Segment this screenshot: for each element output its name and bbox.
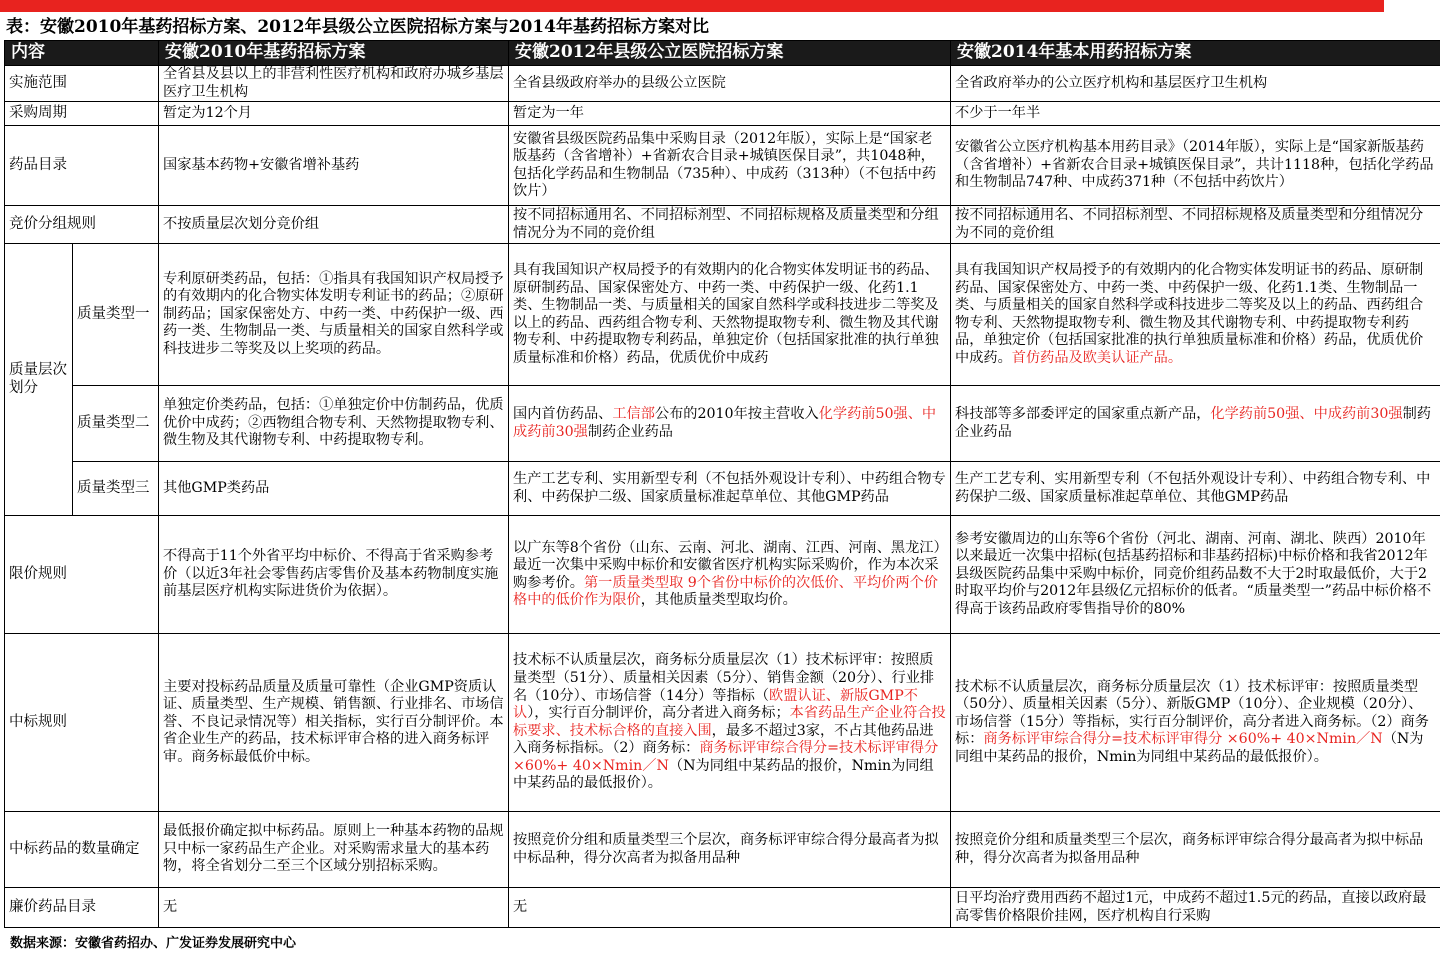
table-row (5, 634, 1440, 812)
table-cell: 按照竞价分组和质量类型三个层次，商务标评审综合得分最高者为拟中标品种，得分次高者为拟备用品种 (951, 812, 1440, 888)
row-label: 中标药品的数量确定 (5, 812, 159, 888)
sub-label-type1: 质量类型一 (73, 244, 159, 386)
table-cell: 全省政府举办的公立医疗机构和基层医疗卫生机构 (951, 66, 1440, 102)
table-cell (951, 634, 1440, 812)
table-cell: 生产工艺专利、实用新型专利（不包括外观设计专利）、中药组合物专利、中药保护二级、国家质量标准起草单位、其他GMP药品 (951, 462, 1440, 516)
highlight-text: 本省药品生产企业符合投标要求、技术标合格的直接入围 (513, 705, 946, 739)
table-row (5, 126, 1440, 206)
top-accent-bar (0, 0, 1384, 12)
table-cell (509, 634, 951, 812)
table-cell: 日平均治疗费用西药不超过1元，中成药不超过1.5元的药品，直接以政府最高零售价格限价挂网，医疗机构自行采购 (951, 888, 1440, 928)
table-cell: 全省县及县以上的非营利性医疗机构和政府办城乡基层医疗卫生机构 (159, 66, 509, 102)
header-2012: 安徽2012年县级公立医院招标方案 (509, 41, 951, 66)
highlight-text: 第一质量类型取 9个省份中标价的次低价、平均价两个价格中的低价作为限价 (513, 574, 938, 609)
comparison-table (4, 40, 1440, 928)
table-row (5, 66, 1440, 102)
table-cell: 无 (509, 888, 951, 928)
cell-text: 具有我国知识产权局授予的有效期内的化合物实体发明证书的药品、原研制药品、国家保密处方、中药一类、中药保护一级、化药1.1类、生物制品一类、与质量相关的国家自然科学或科技进步二等奖及以上的药品、西药组合物专利、天然物提取物专利、微生物及其代谢物专利、中药提取物专利药品，单独定价（包括国家批准的执行单独质量标准和价格）药品，优质优价中成药。 (955, 261, 1424, 366)
table-cell: 具有我国知识产权局授予的有效期内的化合物实体发明证书的药品、原研制药品、国家保密处方、中药一类、中药保护一级、化药1.1类、生物制品一类、与质量相关的国家自然科学或科技进步二等奖及以上的药品、西药组合物专利、天然物提取物专利、微生物及其代谢物专利、中药提取物专利药品，单独定价（包括国家批准的执行单独质量标准和价格）药品，优质优价中成药 (509, 244, 951, 386)
table-cell: 暂定为12个月 (159, 102, 509, 126)
table-cell: 全省县级政府举办的县级公立医院 (509, 66, 951, 102)
table-cell (509, 516, 951, 634)
cell-text: 公布的2010年按主营收入 (654, 406, 819, 423)
table-cell: 国家基本药物+安徽省增补基药 (159, 126, 509, 206)
table-row (5, 516, 1440, 634)
table-header-row (5, 41, 1440, 66)
table-cell: 按不同招标通用名、不同招标剂型、不同招标规格及质量类型和分组情况分为不同的竞价组 (509, 206, 951, 244)
table-cell: 按照竞价分组和质量类型三个层次，商务标评审综合得分最高者为拟中标品种，得分次高者为拟备用品种 (509, 812, 951, 888)
header-content: 内容 (5, 41, 159, 66)
row-label: 药品目录 (5, 126, 159, 206)
table-row (5, 386, 1440, 462)
table-cell: 专利原研类药品，包括：①指具有我国知识产权局授予的有效期内的化合物实体发明专利证书的药品；②原研制药品；国家保密处方、中药一类、中药保护一级、西药一类、生物制品一类、与质量相关的国家自然科学或科技进步二等奖及以上奖项的药品。 (159, 244, 509, 386)
table-cell: 按不同招标通用名、不同招标剂型、不同招标规格及质量类型和分组情况分为不同的竞价组 (951, 206, 1440, 244)
table-cell: 无 (159, 888, 509, 928)
row-label: 限价规则 (5, 516, 159, 634)
table-cell: 其他GMP类药品 (159, 462, 509, 516)
cell-text: 制药企业药品 (587, 423, 673, 440)
table-cell: 不得高于11个外省平均中标价、不得高于省采购参考价（以近3年社会零售药店零售价及基本药物制度实施前基层医疗机构实际进货价为依据）。 (159, 516, 509, 634)
page-title: 表：安徽2010年基药招标方案、2012年县级公立医院招标方案与2014年基药招标方案对比 (6, 17, 709, 37)
row-label: 采购周期 (5, 102, 159, 126)
table-cell: 安徽省县级医院药品集中采购目录（2012年版），实际上是“国家老版基药（含省增补）+省新农合目录+城镇医保目录”，共1048种，包括化学药品和生物制品（735种）、中成药（313种）（不包括中药饮片） (509, 126, 951, 206)
cell-text: （N为同组中某药品的报价，Nmin为同组中某药品的最低报价）。 (955, 731, 1424, 766)
table-row (5, 462, 1440, 516)
row-label: 中标规则 (5, 634, 159, 812)
table-cell: 暂定为一年 (509, 102, 951, 126)
table-row (5, 102, 1440, 126)
header-2014: 安徽2014年基本用药招标方案 (951, 41, 1440, 66)
cell-text: 技术标不认质量层次，商务标分质量层次（1）技术标评审：按照质量类型（50分）、质量相关因素（5分）、新版GMP（10分）、企业规模（20分）、市场信誉（15分）等指标，实行百分制评价，高分者进入商务标。（2）商务标： (955, 678, 1429, 748)
cell-text: 科技部等多部委评定的国家重点新产品， (955, 406, 1211, 423)
table-cell (951, 386, 1440, 462)
row-label-quality: 质量层次划分 (5, 244, 73, 516)
table-cell: 主要对投标药品质量及质量可靠性（企业GMP资质认证、质量类型、生产规模、销售额、行业排名、市场信誉、不良记录情况等）相关指标，实行百分制评价。本省企业生产的药品，技术标评审合格的进入商务标评审。商务标最低价中标。 (159, 634, 509, 812)
cell-text: ，其他质量类型取均价。 (640, 592, 797, 609)
table-cell (509, 386, 951, 462)
table-cell: 安徽省公立医疗机构基本用药目录》（2014年版），实际上是“国家新版基药（含省增补）+省新农合目录+城镇医保目录”，共计1118种，包括化学药品和生物制品747种、中成药371种（不包括中药饮片） (951, 126, 1440, 206)
cell-text: ，最多不超过3家，不占其他药品进入商务标指标。（2）商务标： (513, 722, 934, 757)
cell-text: 制药企业药品 (955, 406, 1431, 440)
highlight-text: 商务标评审综合得分=技术标评审得分 ×60%+ 40×Nmin／N (983, 731, 1383, 748)
row-label: 实施范围 (5, 66, 159, 102)
highlight-text: 欧盟认证、新版GMP不认 (513, 687, 918, 722)
cell-text: 国内首仿药品、 (513, 406, 613, 423)
row-label: 竞价分组规则 (5, 206, 159, 244)
highlight-text: 商务标评审综合得分=技术标评审得分 ×60%+ 40×Nmin／N (513, 740, 939, 774)
table-cell: 不少于一年半 (951, 102, 1440, 126)
table-cell: 不按质量层次划分竞价组 (159, 206, 509, 244)
row-label: 廉价药品目录 (5, 888, 159, 928)
highlight-text: 化学药前50强、中成药前30强 (1210, 406, 1403, 423)
table-row (5, 812, 1440, 888)
table-row (5, 206, 1440, 244)
table-cell: 参考安徽周边的山东等6个省份（河北、湖南、河南、湖北、陕西）2010年以来最近一次集中招标(包括基药招标和非基药招标)中标价格和我省2012年县级医院药品集中采购中标价，同竞价组药品数不大于2时取最低价，大于2时取平均价与2012年县级亿元招标价的低者。“质量类型一”药品中标价格不得高于该药品政府零售指导价的80% (951, 516, 1440, 634)
data-source-note: 数据来源：安徽省药招办、广发证券发展研究中心 (10, 936, 297, 951)
sub-label-type3: 质量类型三 (73, 462, 159, 516)
cell-text: （N为同组中某药品的报价，Nmin为同组中某药品的最低报价）。 (513, 757, 934, 792)
header-2010: 安徽2010年基药招标方案 (159, 41, 509, 66)
table-row (5, 888, 1440, 928)
table-cell: 单独定价类药品，包括：①单独定价中仿制药品，优质优价中成药；②西物组合物专利、天然物提取物专利、微生物及其代谢物专利、中药提取物专利。 (159, 386, 509, 462)
table-cell: 最低报价确定拟中标药品。原则上一种基本药物的品规只中标一家药品生产企业。对采购需求量大的基本药物，将全省划分二至三个区域分别招标采购。 (159, 812, 509, 888)
table-row (5, 244, 1440, 386)
highlight-text: 首仿药品及欧美认证产品。 (1011, 349, 1183, 366)
cell-text: 技术标不认质量层次，商务标分质量层次（1）技术标评审：按照质量类型（51分）、质量相关因素（5分）、销售金额（20分）、行业排名（10分）、市场信誉（14分）等指标（ (513, 652, 935, 704)
table-cell (951, 244, 1440, 386)
cell-text: 以广东等8个省份（山东、云南、河北、湖南、江西、河南、黑龙江）最近一次集中采购中标价和安徽省医疗机构实际采购价，作为本次采购参考价。 (513, 539, 941, 591)
highlight-text: 工信部 (612, 406, 655, 423)
table-cell: 生产工艺专利、实用新型专利（不包括外观设计专利）、中药组合物专利、中药保护二级、国家质量标准起草单位、其他GMP药品 (509, 462, 951, 516)
sub-label-type2: 质量类型二 (73, 386, 159, 462)
highlight-text: 化学药前50强、中成药前30强 (513, 406, 937, 440)
cell-text: ），实行百分制评价，高分者进入商务标； (527, 705, 790, 722)
